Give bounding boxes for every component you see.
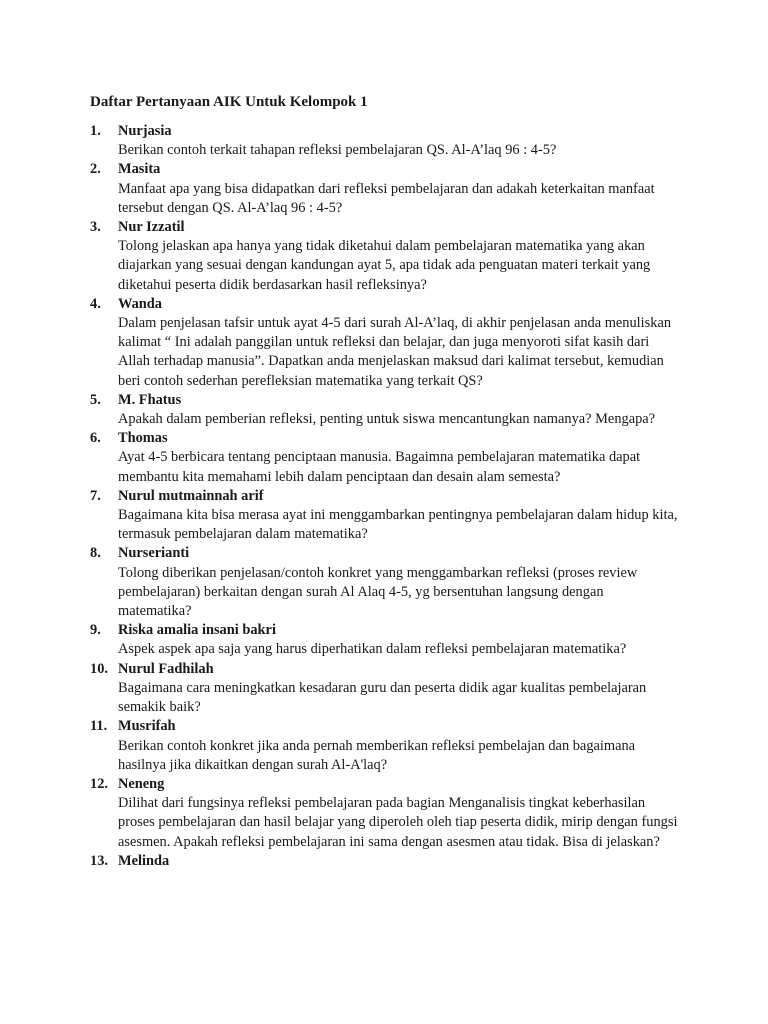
asker-name: Thomas	[118, 430, 168, 447]
asker-name: Nurul mutmainnah arif	[118, 487, 264, 504]
asker-name: Melinda	[118, 852, 170, 869]
question-item	[0, 429, 678, 487]
question-text: Dalam penjelasan tafsir untuk ayat 4-5 dari surah Al-A’laq, di akhir penjelasan anda menuliskan kalimat “ Ini adalah panggilan untuk refleksi dan belajar, dan juga menyoroti sifat kasih dari Allah terhadap manusia”. Dapatkan anda menjelaskan maksud dari kalimat tersebut, kemudian beri contoh sederhan perefleksian matematika yang terkait QS?	[118, 315, 672, 389]
question-text: Bagaimana cara meningkatkan kesadaran guru dan peserta didik agar kualitas pembelajaran semakik baik?	[118, 679, 647, 716]
asker-name: Nurjasia	[118, 123, 172, 139]
asker-name: Nur Izzatil	[118, 219, 185, 236]
question-number: 1.	[90, 123, 101, 139]
question-text: Aspek aspek apa saja yang harus diperhatikan dalam refleksi pembelajaran matematika?	[118, 641, 627, 658]
question-text: Berikan contoh terkait tahapan refleksi pembelajaran QS. Al-A’laq 96 : 4-5?	[118, 142, 557, 159]
question-item	[0, 852, 678, 871]
question-item	[0, 295, 678, 391]
question-item	[0, 487, 678, 545]
question-number: 13.	[90, 852, 108, 869]
question-number: 10.	[90, 660, 108, 677]
question-item	[0, 717, 678, 775]
question-text: Ayat 4-5 berbicara tentang penciptaan manusia. Bagaimna pembelajaran matematika dapat membantu kita memahami lebih dalam penciptaan dan desain alam semesta?	[118, 449, 641, 485]
question-number: 9.	[90, 622, 101, 639]
question-item	[0, 775, 678, 852]
question-number: 6.	[90, 430, 101, 447]
asker-name: Neneng	[118, 775, 165, 792]
asker-name: Musrifah	[118, 718, 176, 735]
question-text: Bagaimana kita bisa merasa ayat ini menggambarkan pentingnya pembelajaran dalam hidup kita, termasuk pembelajaran dalam matematika?	[118, 507, 678, 543]
question-number: 8.	[90, 545, 101, 562]
question-item	[0, 660, 678, 718]
asker-name: Wanda	[118, 295, 162, 312]
question-number: 7.	[90, 487, 101, 504]
question-item	[0, 160, 678, 218]
question-item	[0, 544, 678, 621]
question-number: 11.	[90, 718, 108, 735]
asker-name: Nurul Fadhilah	[118, 660, 214, 677]
asker-name: Nurserianti	[118, 545, 190, 562]
asker-name: Riska amalia insani bakri	[118, 622, 276, 639]
question-text: Dilihat dari fungsinya refleksi pembelajaran pada bagian Menganalisis tingkat keberhasilan proses pembelajaran dan hasil belajar yang diperoleh oleh tiap peserta didik, mirip dengan fungsi asesmen. Apakah refleksi pembelajaran ini sama dengan asesmen atau tidak. Bisa di jelaskan?	[118, 795, 678, 850]
question-list	[0, 122, 768, 871]
question-text: Tolong diberikan penjelasan/contoh konkret yang menggambarkan refleksi (proses review pembelajaran) berkaitan dengan surah Al Alaq 4-5, yg bersentuhan langsung dengan matematika?	[118, 564, 638, 620]
question-number: 2.	[90, 161, 101, 178]
question-number: 12.	[90, 775, 108, 792]
document-title: Daftar Pertanyaan AIK Untuk Kelompok 1	[90, 94, 368, 110]
question-item	[0, 391, 678, 429]
question-text: Berikan contoh konkret jika anda pernah memberikan refleksi pembelajan dan bagaimana hasilnya jika dikaitkan dengan surah Al-A'laq?	[118, 737, 636, 773]
question-text: Tolong jelaskan apa hanya yang tidak diketahui dalam pembelajaran matematika yang akan diajarkan yang sesuai dengan kandungan ayat 5, apa tidak ada penguatan materi terkait yang diketahui peserta didik berdasarkan hasil refleksinya?	[118, 238, 651, 293]
question-item	[0, 621, 678, 659]
asker-name: Masita	[118, 161, 161, 178]
question-text: Manfaat apa yang bisa didapatkan dari refleksi pembelajaran dan adakah keterkaitan manfaat tersebut dengan QS. Al-A’laq 96 : 4-5?	[118, 180, 655, 216]
question-text: Apakah dalam pemberian refleksi, penting untuk siswa mencantungkan namanya? Mengapa?	[118, 411, 656, 428]
question-item	[0, 122, 678, 160]
question-number: 3.	[90, 219, 101, 236]
question-number: 5.	[90, 391, 101, 408]
question-item	[0, 218, 678, 295]
question-number: 4.	[90, 295, 101, 312]
asker-name: M. Fhatus	[118, 391, 182, 408]
